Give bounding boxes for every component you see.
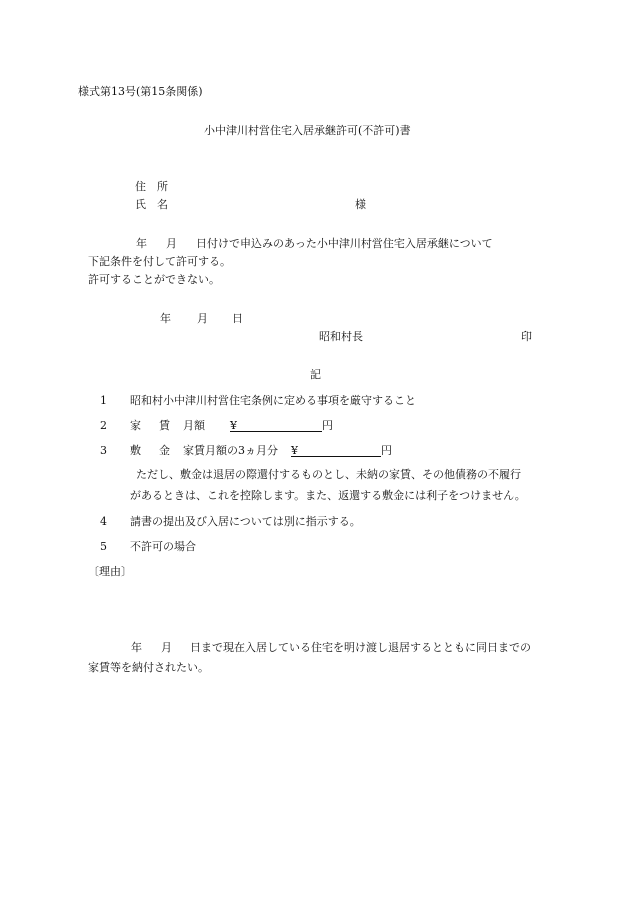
condition-number-1: 1 bbox=[100, 394, 107, 407]
deposit-yen-sign: ¥ bbox=[291, 445, 381, 457]
address-label: 住 所 bbox=[135, 180, 168, 193]
vacate-sentence-line-2: 家賃等を納付されたい。 bbox=[88, 661, 209, 674]
issuer-title: 昭和村長 bbox=[319, 330, 363, 343]
application-date-month: 月 bbox=[166, 237, 177, 250]
option-permit: 下記条件を付して許可する。 bbox=[88, 255, 231, 268]
application-date-year: 年 bbox=[136, 237, 147, 250]
condition-number-5: 5 bbox=[100, 540, 107, 553]
rent-yen-unit: 円 bbox=[322, 419, 333, 432]
condition-number-3: 3 bbox=[100, 444, 107, 457]
deposit-note-line-2: があるときは、これを控除します。また、返還する敷金には利子をつけません。 bbox=[130, 489, 526, 502]
deposit-label-a: 敷 bbox=[130, 444, 141, 457]
vacate-sentence-line-1: 日まで現在入居している住宅を明け渡し退居するとともに同日までの bbox=[190, 641, 531, 654]
vacate-month: 月 bbox=[161, 641, 172, 654]
rent-amount-field[interactable] bbox=[230, 420, 333, 432]
document-title: 小中津川村営住宅入居承継許可(不許可)書 bbox=[204, 124, 411, 137]
deposit-amount-field[interactable] bbox=[291, 445, 392, 457]
rent-monthly-label: 月額 bbox=[183, 419, 205, 432]
condition-number-4: 4 bbox=[100, 515, 107, 528]
deposit-basis-label: 家賃月額の3ヵ月分 bbox=[183, 444, 278, 457]
reason-label: 〔理由〕 bbox=[88, 565, 132, 578]
honorific: 様 bbox=[355, 198, 366, 211]
option-deny: 許可することができない。 bbox=[88, 273, 220, 286]
vacate-year: 年 bbox=[131, 641, 142, 654]
rent-label-a: 家 bbox=[130, 419, 141, 432]
form-number: 様式第13号(第15条関係) bbox=[78, 85, 203, 98]
issue-day: 日 bbox=[232, 312, 243, 325]
condition-number-2: 2 bbox=[100, 419, 107, 432]
seal-mark: 印 bbox=[521, 330, 532, 343]
rent-yen-sign: ¥ bbox=[230, 420, 322, 432]
deposit-yen-unit: 円 bbox=[381, 444, 392, 457]
condition-text-4: 請書の提出及び入居については別に指示する。 bbox=[130, 515, 361, 528]
deposit-note-line-1: ただし、敷金は退居の際還付するものとし、未納の家賃、その他債務の不履行 bbox=[136, 468, 521, 481]
rent-label-b: 賃 bbox=[159, 419, 170, 432]
name-label: 氏 名 bbox=[135, 198, 168, 211]
deposit-label-b: 金 bbox=[159, 444, 170, 457]
condition-text-5: 不許可の場合 bbox=[130, 540, 196, 553]
issue-year: 年 bbox=[160, 312, 171, 325]
ki-heading: 記 bbox=[310, 368, 321, 381]
issue-month: 月 bbox=[197, 312, 208, 325]
application-sentence: 日付けで申込みのあった小中津川村営住宅入居承継について bbox=[196, 237, 493, 250]
condition-text-1: 昭和村小中津川村営住宅条例に定める事項を厳守すること bbox=[130, 394, 416, 407]
